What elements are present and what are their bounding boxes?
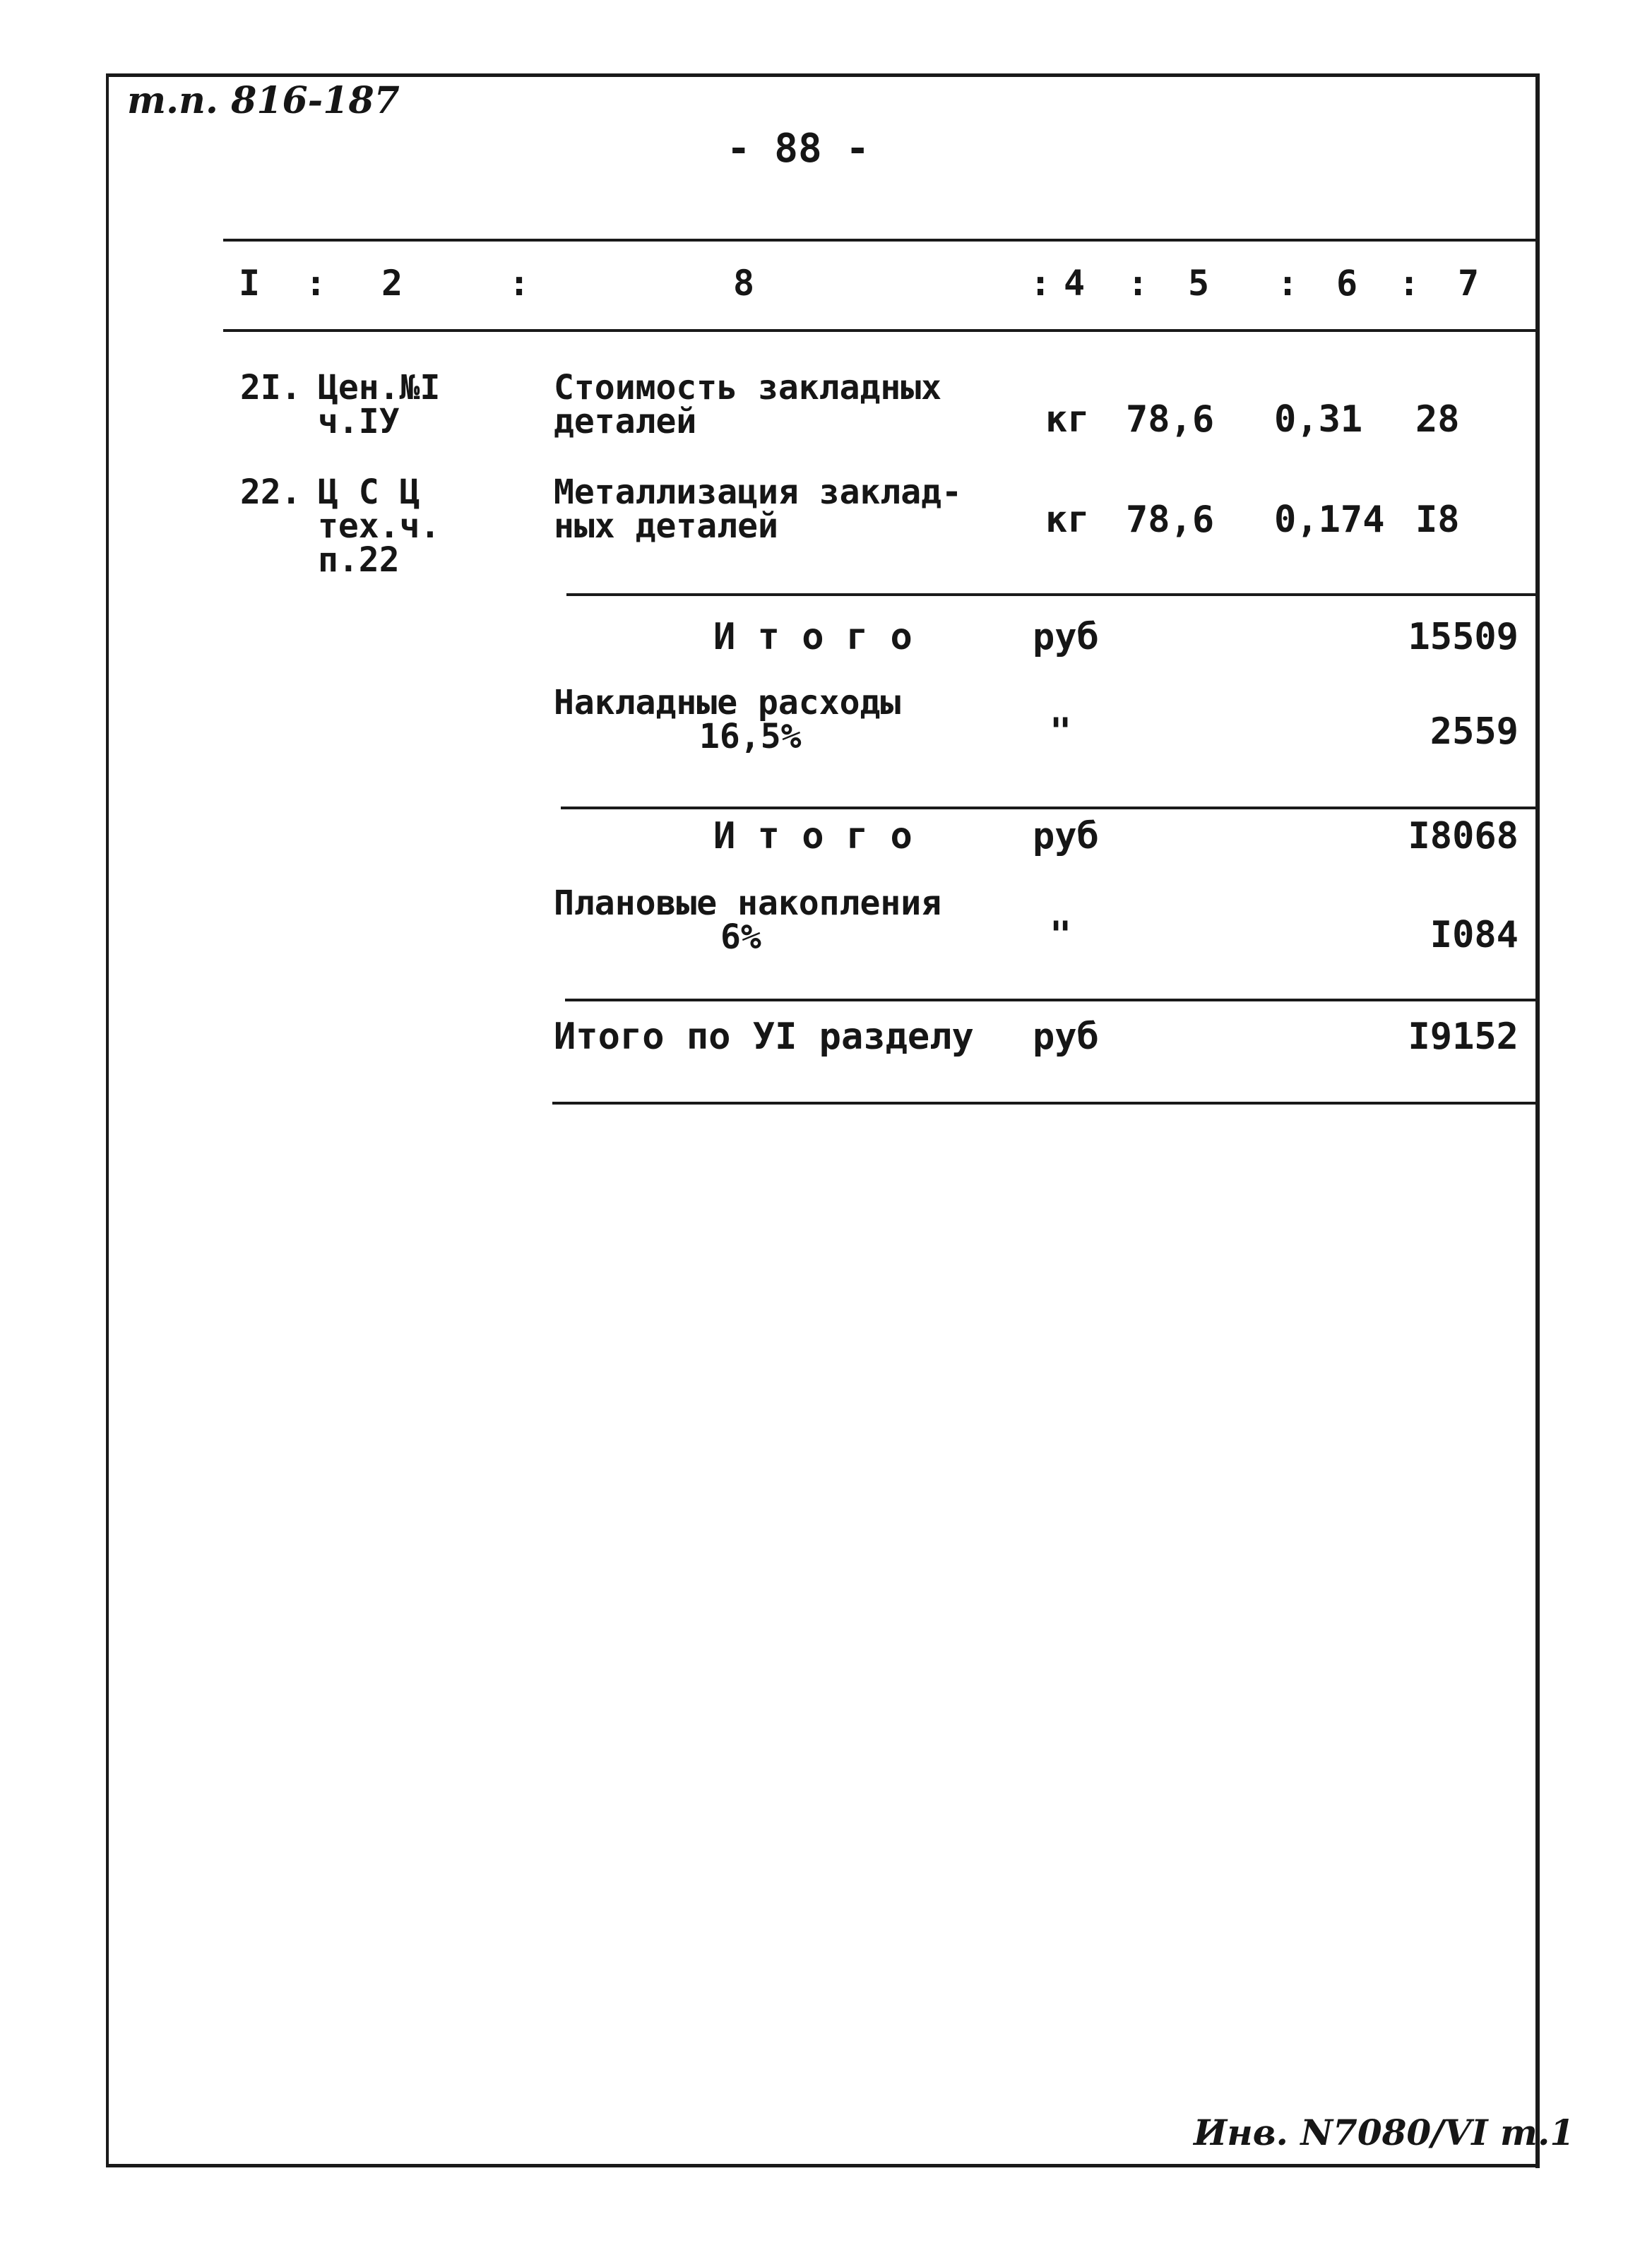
column-separator: : [305, 263, 327, 304]
column-header-6: 6 [1336, 263, 1358, 304]
summary-unit: руб [1033, 815, 1099, 857]
summary-value: I084 [1430, 914, 1519, 956]
row-description-line: ных деталей [554, 506, 778, 546]
column-separator: : [1277, 263, 1299, 304]
summary-rule [566, 593, 1540, 596]
row-unit: кг [1045, 499, 1090, 541]
column-header-2: 2 [381, 263, 403, 304]
frame-right-border [1535, 73, 1540, 2168]
summary-unit: " [1050, 914, 1072, 956]
column-separator: : [1127, 263, 1149, 304]
summary-value: 2559 [1430, 710, 1519, 753]
row-unit: кг [1045, 398, 1090, 441]
summary-label: И т о г о [713, 815, 913, 857]
row-description-line: Металлизация заклад- [554, 472, 962, 512]
inventory-number: Инв. N7080/VI т.1 [1194, 2112, 1575, 2153]
row-unit-price: 0,31 [1274, 398, 1363, 441]
row-reference-line: тех.ч. [318, 506, 441, 546]
page-number: - 88 - [726, 126, 870, 172]
doc-code: т.п. 816-187 [127, 79, 400, 122]
row-unit-price: 0,174 [1274, 499, 1385, 541]
row-number: 22. [240, 472, 302, 512]
row-number: 2I. [240, 368, 302, 407]
row-reference-line: Цен.№I [318, 368, 441, 407]
row-description-line: Стоимость закладных [554, 368, 942, 407]
row-reference-line: Ц С Ц [318, 472, 420, 512]
summary-label: Накладные расходы [554, 683, 901, 722]
summary-unit: руб [1033, 1016, 1099, 1058]
row-reference-line: п.22 [318, 540, 400, 580]
row-total: 28 [1415, 398, 1460, 441]
column-header-1: I [239, 263, 261, 304]
table-header-rule [223, 329, 1540, 332]
column-header-7: 7 [1458, 263, 1480, 304]
row-quantity: 78,6 [1126, 499, 1215, 541]
summary-unit: руб [1033, 616, 1099, 658]
frame-top-border [106, 73, 1540, 77]
summary-rate: 6% [720, 917, 761, 957]
row-total: I8 [1415, 499, 1460, 541]
frame-left-border [106, 76, 109, 2167]
row-reference-line: ч.IУ [318, 402, 400, 441]
column-separator: : [1030, 263, 1052, 304]
summary-value: 15509 [1408, 616, 1519, 658]
column-header-4: 4 [1064, 263, 1086, 304]
summary-value: I8068 [1408, 815, 1519, 857]
summary-label: Итого по УI разделу [554, 1016, 974, 1058]
column-separator: : [1398, 263, 1420, 304]
summary-rule [561, 807, 1540, 809]
summary-value: I9152 [1408, 1016, 1519, 1058]
summary-label: И т о г о [713, 616, 913, 658]
row-quantity: 78,6 [1126, 398, 1215, 441]
column-header-3: 8 [733, 263, 755, 304]
summary-unit: " [1050, 710, 1072, 753]
table-top-rule [223, 239, 1540, 242]
row-description-line: деталей [554, 402, 697, 441]
summary-rule [565, 999, 1540, 1001]
column-header-5: 5 [1188, 263, 1210, 304]
summary-bottom-rule [552, 1102, 1540, 1105]
summary-rate: 16,5% [699, 717, 802, 756]
column-separator: : [509, 263, 530, 304]
frame-bottom-border [106, 2164, 1540, 2167]
summary-label: Плановые накопления [554, 883, 942, 923]
